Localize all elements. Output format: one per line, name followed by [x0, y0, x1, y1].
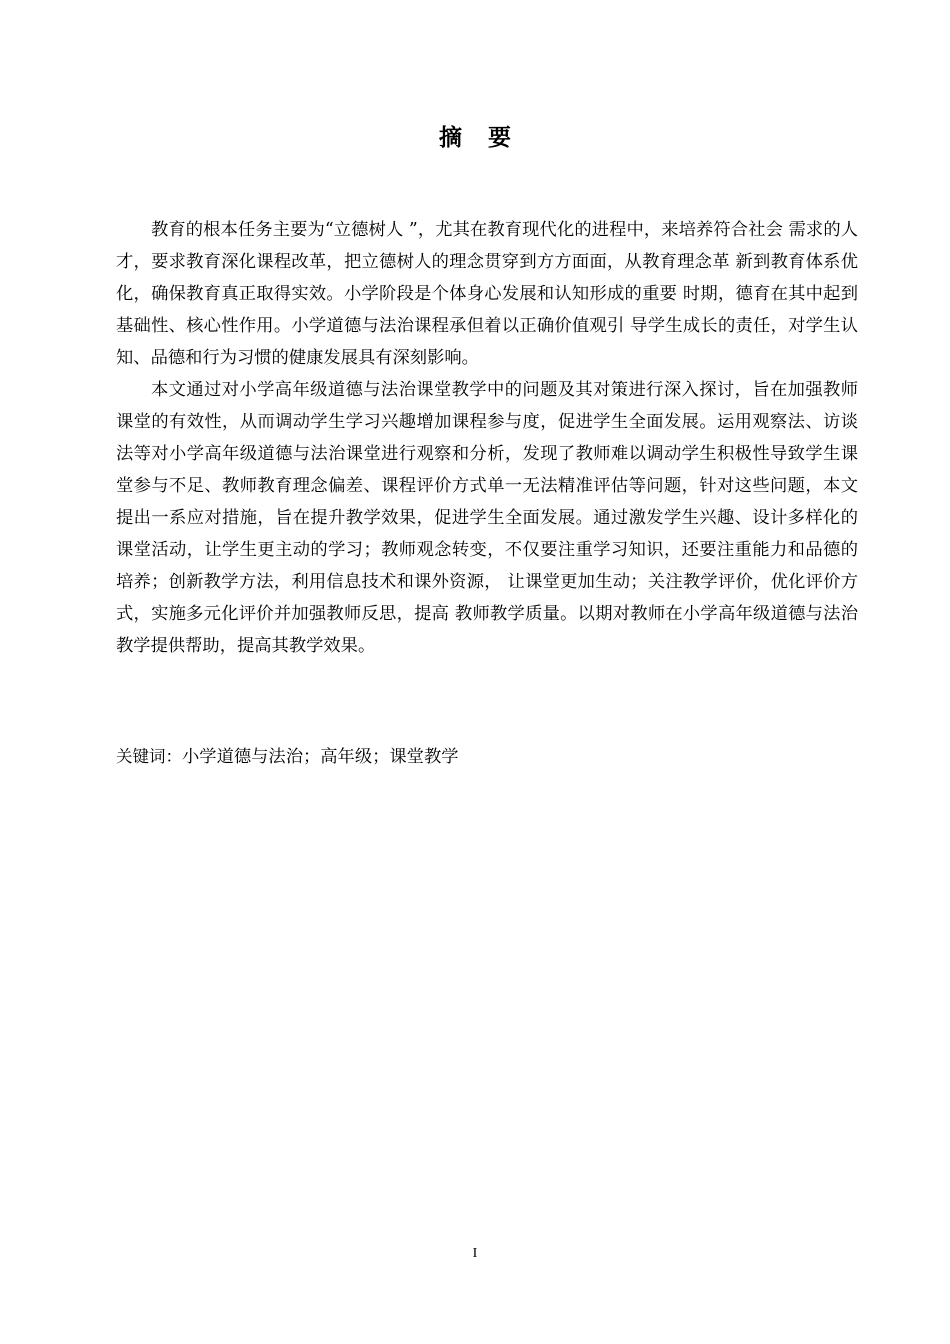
- abstract-paragraph-1: 教育的根本任务主要为“立德树人 ”，尤其在教育现代化的进程中，来培养符合社会 需求的人才，要求教育深化课程改革，把立德树人的理念贯穿到方方面面，从教育理念革 新到教育体系优化，确保教育真正取得实效。小学阶段是个体身心发展和认知形成的重要 时期，德育在其中起到基础性、核心性作用。小学道德与法治课程承但着以正确价值观引 导学生成长的责任，对学生认知、品德和行为习惯的健康发展具有深刻影响。: [116, 220, 858, 368]
- keywords-line: [116, 743, 858, 771]
- page-number: I: [472, 1246, 478, 1261]
- abstract-title: 摘要: [439, 125, 537, 151]
- keywords-label: 关键词：: [116, 747, 182, 766]
- keywords-text: 小学道德与法治；高年级；课堂教学: [182, 747, 459, 767]
- abstract-paragraph-2: 本文通过对小学高年级道德与法治课堂教学中的问题及其对策进行深入探讨，旨在加强教师课堂的有效性，从而调动学生学习兴趣增加课程参与度，促进学生全面发展。运用观察法、访谈法等对小学高年级道德与法治课堂进行观察和分析，发现了教师难以调动学生积极性导致学生课堂参与不足、教师教育理念偏差、课程评价方式单一无法精准评估等问题，针对这些问题，本文提出一系应对措施，旨在提升教学效果，促进学生全面发展。通过激发学生兴趣、设计多样化的课堂活动，让学生更主动的学习；教师观念转变，不仅要注重学习知识，还要注重能力和品德的培养；创新教学方法，利用信息技术和课外资源， 让课堂更加生动；关注教学评价，优化评价方式，实施多元化评价并加强教师反思，提高 教师教学质量。以期对教师在小学高年级道德与法治教学提供帮助，提高其教学效果。: [116, 380, 858, 656]
- abstract-body: [116, 214, 858, 662]
